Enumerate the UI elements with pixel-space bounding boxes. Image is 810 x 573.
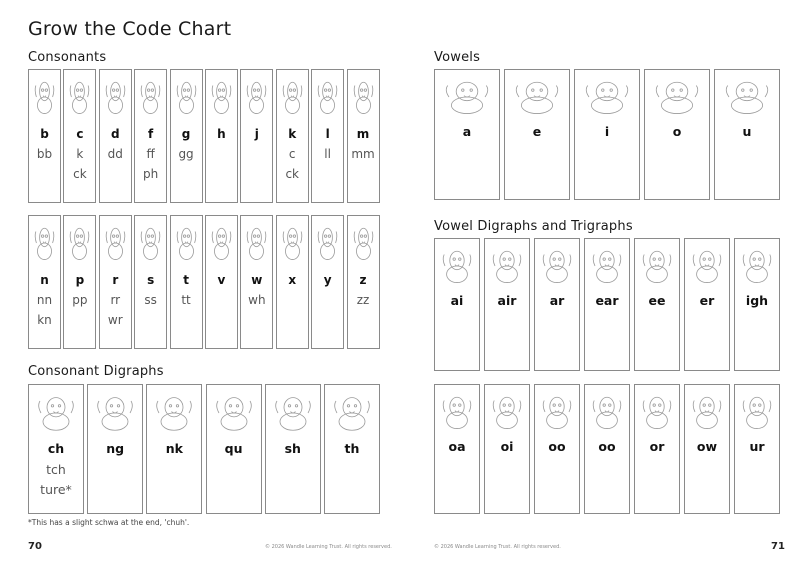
grapheme-label: z: [359, 273, 367, 287]
magician-icon: [348, 74, 379, 120]
character-icon: [88, 389, 142, 437]
alternative-spelling: ll: [324, 147, 331, 161]
creature-icon: [135, 74, 166, 120]
grapheme-card: [734, 238, 780, 371]
grapheme-card: [134, 215, 167, 349]
grapheme-label: th: [344, 441, 360, 456]
goat-icon: [171, 74, 202, 120]
grapheme-card: [684, 384, 730, 514]
grapheme-label: ow: [696, 439, 718, 454]
ear-icon: [585, 243, 629, 289]
alternative-spelling: gg: [178, 147, 194, 161]
grapheme-card: [87, 384, 143, 514]
taxi-icon: [277, 220, 308, 266]
duck-icon: [100, 74, 131, 120]
alternative-spelling: k: [76, 147, 84, 161]
grapheme-card: [574, 69, 640, 200]
grapheme-card: [434, 238, 480, 371]
animal-icon: [29, 74, 60, 120]
grapheme-card: [311, 215, 344, 349]
page-title: Grow the Code Chart: [28, 18, 232, 40]
grapheme-card: [347, 215, 380, 349]
alternative-spelling: tt: [181, 293, 191, 307]
grapheme-card: [240, 215, 273, 349]
creature-icon: [485, 389, 529, 435]
alternative-spelling: ck: [285, 167, 299, 181]
grapheme-card: [240, 69, 273, 203]
grapheme-label: k: [288, 127, 297, 141]
grapheme-card: [170, 69, 203, 203]
hoodie-icon: [585, 389, 629, 435]
grapheme-label: er: [699, 293, 715, 308]
right-page: [405, 0, 810, 573]
grapheme-card: [584, 238, 630, 371]
alternative-spelling: wh: [248, 293, 266, 307]
copyright: © 2026 Wandle Learning Trust. All rights reserved.: [265, 544, 392, 550]
grapheme-label: c: [76, 127, 84, 141]
vowel-digraphs-row-2: [434, 384, 780, 514]
vowels-row: [434, 69, 780, 200]
jellyfish-icon: [241, 74, 272, 120]
grapheme-label: oo: [598, 439, 616, 454]
consonants-row-2: [28, 215, 380, 349]
vowel-digraphs-row-1: [434, 238, 780, 371]
alternative-spelling: wr: [107, 313, 123, 327]
hamster-icon: [206, 74, 237, 120]
grapheme-label: w: [251, 273, 263, 287]
orca-icon: [635, 389, 679, 435]
grapheme-card: [63, 69, 96, 203]
grapheme-label: s: [147, 273, 155, 287]
turtle-icon: [171, 220, 202, 266]
grapheme-label: x: [288, 273, 297, 287]
umbrella-icon: [715, 74, 779, 120]
grapheme-card: [146, 384, 202, 514]
page-number: 71: [771, 541, 785, 552]
snail-icon: [435, 243, 479, 289]
grapheme-card: [99, 69, 132, 203]
alternative-spelling: mm: [351, 147, 375, 161]
angry-apple-icon: [435, 74, 499, 120]
grapheme-card: [63, 215, 96, 349]
owl-icon: [685, 389, 729, 435]
character-icon: [266, 389, 320, 437]
grapheme-card: [28, 384, 84, 514]
grapheme-card: [324, 384, 380, 514]
footnote: *This has a slight schwa at the end, 'chuh'.: [28, 518, 190, 527]
grapheme-label: n: [40, 273, 49, 287]
grapheme-label: b: [40, 127, 49, 141]
grapheme-card: [276, 215, 309, 349]
goat-goal-icon: [435, 389, 479, 435]
grapheme-card: [484, 384, 530, 514]
grapheme-label: nk: [165, 441, 183, 456]
grapheme-card: [534, 384, 580, 514]
grapheme-label: j: [254, 127, 259, 141]
grapheme-label: m: [356, 127, 370, 141]
llama-icon: [312, 74, 343, 120]
grapheme-label: u: [742, 124, 752, 139]
alternative-spelling: pp: [72, 293, 88, 307]
alternative-spelling: rr: [110, 293, 121, 307]
spilled-paint-icon: [135, 220, 166, 266]
whale-icon: [241, 220, 272, 266]
grapheme-label: ur: [749, 439, 765, 454]
monkey-icon: [535, 389, 579, 435]
grapheme-card: [484, 238, 530, 371]
alternative-spelling: nn: [36, 293, 53, 307]
grapheme-label: o: [672, 124, 682, 139]
shark-icon: [535, 243, 579, 289]
alternative-spelling: tch: [46, 461, 66, 477]
grapheme-label: t: [183, 273, 189, 287]
bear-icon: [635, 243, 679, 289]
grapheme-label: l: [325, 127, 330, 141]
grapheme-label: air: [497, 293, 517, 308]
grapheme-card: [684, 238, 730, 371]
grapheme-label: oo: [548, 439, 566, 454]
page-number: 70: [28, 541, 42, 552]
sloth-icon: [325, 389, 379, 437]
grapheme-card: [634, 238, 680, 371]
penguin-icon: [64, 220, 95, 266]
grapheme-card: [206, 384, 262, 514]
grapheme-card: [347, 69, 380, 203]
vowel-digraphs-heading: Vowel Digraphs and Trigraphs: [434, 219, 633, 234]
grapheme-card: [434, 384, 480, 514]
grapheme-label: ee: [648, 293, 666, 308]
cheetah-icon: [29, 389, 83, 437]
character-icon: [29, 220, 60, 266]
consonants-row-1: [28, 69, 380, 203]
alternative-spelling: dd: [107, 147, 123, 161]
grapheme-card: [534, 238, 580, 371]
elephant-icon: [505, 74, 569, 120]
alternative-spelling: kn: [37, 313, 52, 327]
queen-icon: [207, 389, 261, 437]
grapheme-label: d: [110, 127, 120, 141]
alternative-spelling: bb: [36, 147, 53, 161]
grapheme-label: f: [148, 127, 154, 141]
squirrel-icon: [147, 389, 201, 437]
grapheme-label: ng: [106, 441, 125, 456]
grapheme-label: g: [181, 127, 191, 141]
grapheme-label: i: [604, 124, 610, 139]
alternative-spelling: ph: [143, 167, 159, 181]
grapheme-card: [714, 69, 780, 200]
grapheme-label: p: [75, 273, 85, 287]
grapheme-card: [205, 215, 238, 349]
grapheme-card: [644, 69, 710, 200]
grapheme-card: [584, 384, 630, 514]
grapheme-label: ch: [47, 441, 65, 456]
grapheme-label: r: [112, 273, 119, 287]
turtle-icon: [735, 389, 779, 435]
zebra-icon: [348, 220, 379, 266]
character-icon: [277, 74, 308, 120]
grapheme-card: [311, 69, 344, 203]
grapheme-label: ear: [595, 293, 619, 308]
grapheme-card: [734, 384, 780, 514]
grapheme-label: qu: [224, 441, 243, 456]
grapheme-card: [265, 384, 321, 514]
grapheme-card: [28, 215, 61, 349]
van-icon: [206, 220, 237, 266]
grapheme-label: oi: [500, 439, 514, 454]
grapheme-label: or: [649, 439, 665, 454]
grapheme-label: y: [323, 273, 332, 287]
grapheme-label: e: [532, 124, 542, 139]
octopus-icon: [645, 74, 709, 120]
copyright: © 2026 Wandle Learning Trust. All rights reserved.: [434, 544, 561, 550]
alternative-spelling: zz: [356, 293, 370, 307]
consonants-heading: Consonants: [28, 50, 107, 65]
alternative-spelling: ss: [144, 293, 157, 307]
grapheme-label: h: [217, 127, 226, 141]
grapheme-label: ai: [450, 293, 464, 308]
grapheme-card: [634, 384, 680, 514]
hamster-icon: [685, 243, 729, 289]
yeti-icon: [312, 220, 343, 266]
consonant-digraphs-row: [28, 384, 380, 514]
grapheme-card: [434, 69, 500, 200]
grapheme-label: v: [217, 273, 226, 287]
insects-icon: [485, 243, 529, 289]
alternative-spelling: ture*: [40, 482, 72, 497]
grapheme-card: [28, 69, 61, 203]
character-icon: [64, 74, 95, 120]
grapheme-card: [134, 69, 167, 203]
alternative-spelling: c: [288, 147, 296, 161]
consonant-digraphs-heading: Consonant Digraphs: [28, 364, 164, 379]
grapheme-label: ar: [549, 293, 565, 308]
iguana-icon: [575, 74, 639, 120]
grapheme-card: [205, 69, 238, 203]
alternative-spelling: ck: [73, 167, 87, 181]
vowels-heading: Vowels: [434, 50, 481, 65]
grapheme-card: [504, 69, 570, 200]
grapheme-card: [276, 69, 309, 203]
grapheme-card: [99, 215, 132, 349]
grapheme-card: [170, 215, 203, 349]
grapheme-label: a: [462, 124, 472, 139]
grapheme-label: sh: [284, 441, 301, 456]
grapheme-label: igh: [745, 293, 769, 308]
alternative-spelling: ff: [146, 147, 155, 161]
grapheme-label: oa: [448, 439, 466, 454]
rabbit-icon: [100, 220, 131, 266]
bed-icon: [735, 243, 779, 289]
